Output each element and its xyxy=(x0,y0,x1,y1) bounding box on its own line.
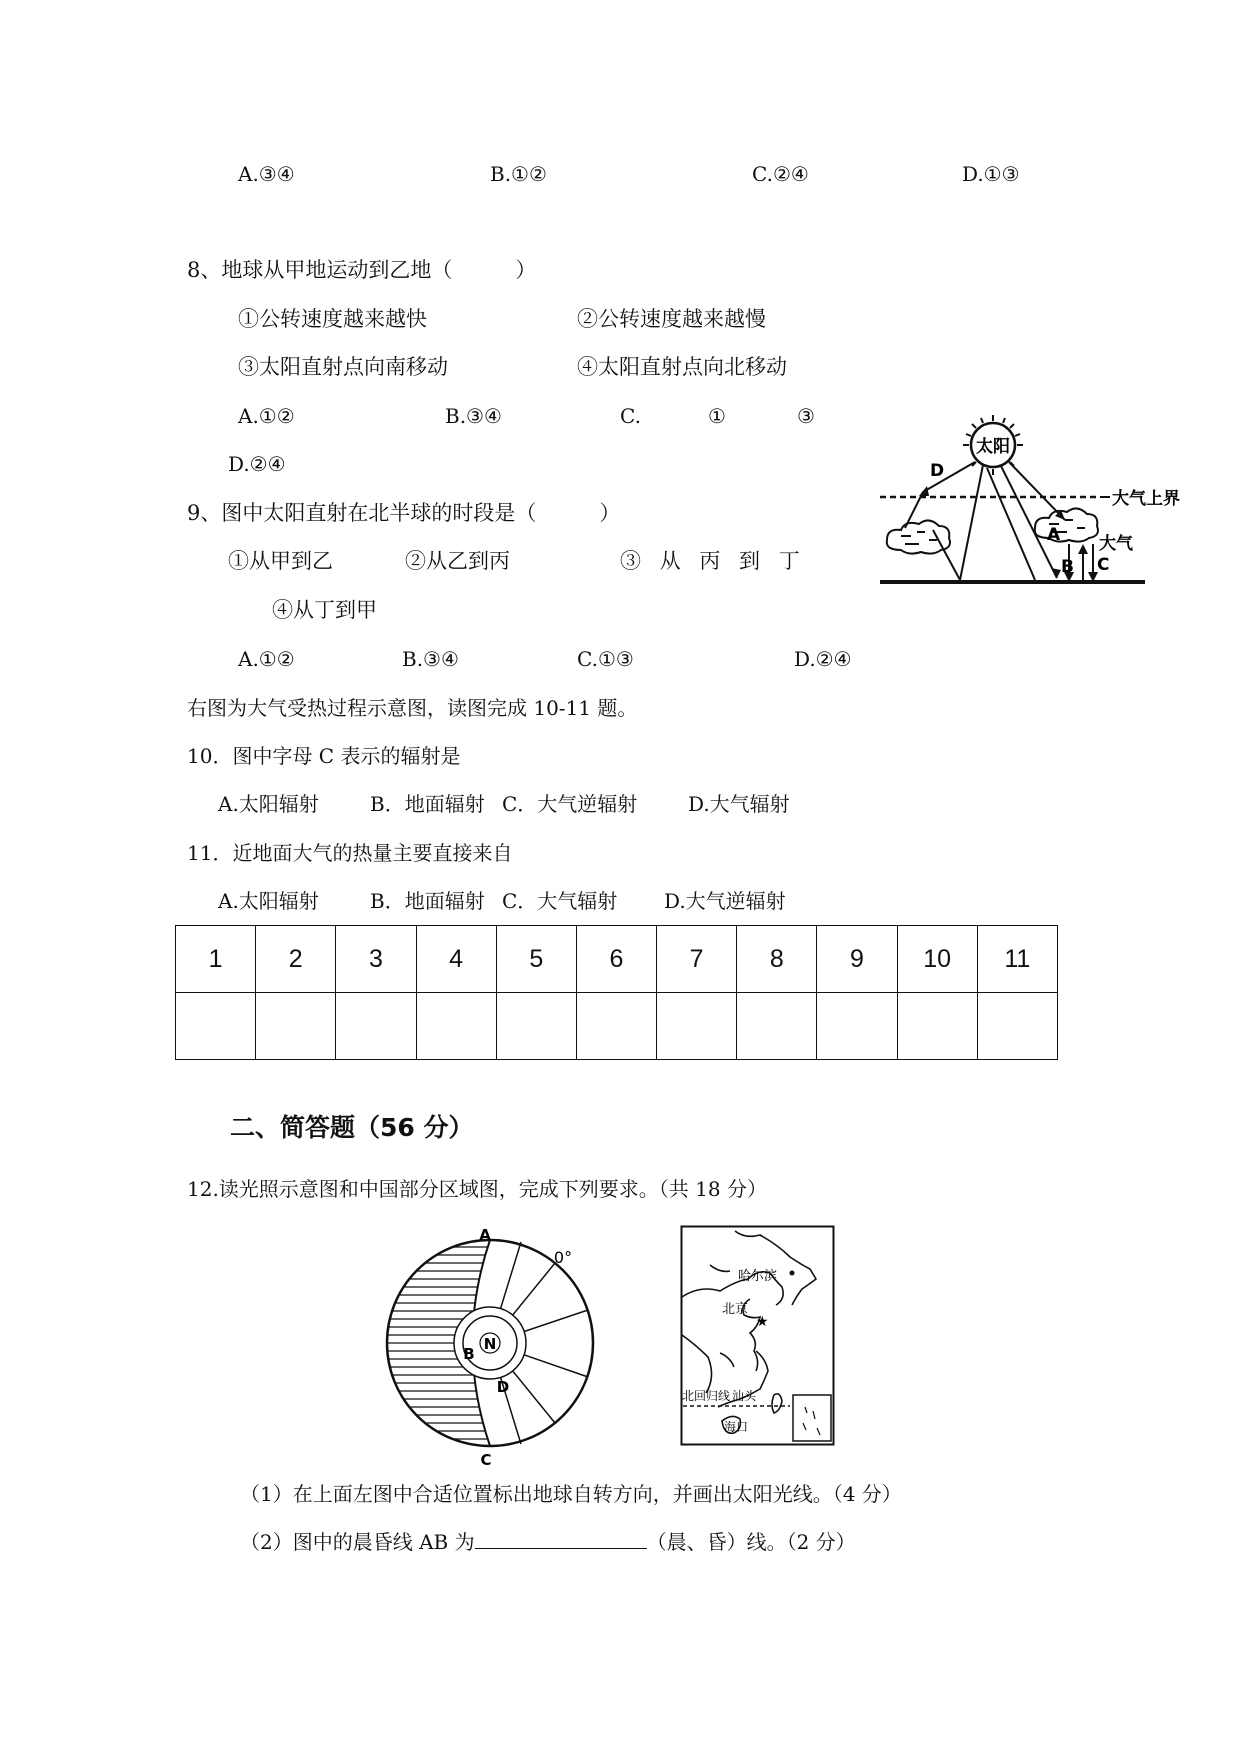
section2-title: 二、简答题（56 分） xyxy=(230,1113,474,1142)
point-label-c: C xyxy=(480,1451,492,1469)
q7-option-d: D.①③ xyxy=(962,162,1020,186)
answer-cell-5[interactable] xyxy=(496,993,576,1060)
answer-header-11: 11 xyxy=(977,926,1057,993)
q11-option-c: C．大气辐射 xyxy=(502,889,618,913)
q9-option-c: C.①③ xyxy=(577,647,634,671)
ray-label-d: D xyxy=(930,461,945,481)
point-label-b: B xyxy=(463,1345,475,1363)
answer-cell-8[interactable] xyxy=(737,993,817,1060)
q9-stem: 9、图中太阳直射在北半球的时段是（ ） xyxy=(187,501,621,525)
polar-illumination-figure xyxy=(385,1225,615,1474)
city-label-harbin: 哈尔滨 xyxy=(738,1269,778,1284)
china-region-map xyxy=(680,1225,835,1451)
ray-label-b: B xyxy=(1061,557,1074,577)
city-label-beijing: 北京 xyxy=(722,1302,749,1317)
north-pole-label: N xyxy=(483,1335,497,1353)
q8-option-b: B.③④ xyxy=(445,404,502,428)
harbin-dot xyxy=(790,1271,795,1276)
q10-option-d: D.大气辐射 xyxy=(688,792,790,816)
atmosphere-top-label: 大气上界 xyxy=(1112,489,1180,509)
point-label-d: D xyxy=(496,1378,510,1396)
q11-option-b: B．地面辐射 xyxy=(370,889,485,913)
answer-table-header-row xyxy=(176,926,1058,993)
q12-sub2-blank[interactable] xyxy=(475,1528,647,1549)
answer-cell-3[interactable] xyxy=(336,993,416,1060)
tropic-label: 北回归线 xyxy=(682,1389,731,1403)
q8-stem: 8、地球从甲地运动到乙地（ ） xyxy=(187,258,537,282)
q8-item-4: ④太阳直射点向北移动 xyxy=(577,355,787,379)
q8-item-2: ②公转速度越来越慢 xyxy=(577,307,766,331)
q8-option-d: D.②④ xyxy=(228,452,286,476)
q7-option-a: A.③④ xyxy=(238,162,295,186)
q8-option-a: A.①② xyxy=(238,404,295,428)
q11-option-d: D.大气逆辐射 xyxy=(664,889,786,913)
intro-10-11: 右图为大气受热过程示意图，读图完成 10-11 题。 xyxy=(187,696,638,720)
meridian-label-0: 0° xyxy=(553,1248,573,1267)
q8-item-3: ③太阳直射点向南移动 xyxy=(238,355,448,379)
q9-option-d: D.②④ xyxy=(794,647,852,671)
answer-header-10: 10 xyxy=(897,926,977,993)
answer-cell-7[interactable] xyxy=(657,993,737,1060)
answer-header-5: 5 xyxy=(496,926,576,993)
q7-option-b: B.①② xyxy=(490,162,547,186)
answer-cell-1[interactable] xyxy=(176,993,256,1060)
answer-header-3: 3 xyxy=(336,926,416,993)
cloud-left-icon xyxy=(887,520,950,553)
q8-option-c-part1: ① xyxy=(708,404,726,428)
q10-stem: 10．图中字母 C 表示的辐射是 xyxy=(187,744,461,768)
q9-item-2: ②从乙到丙 xyxy=(405,549,510,573)
answer-table-input-row xyxy=(176,993,1058,1060)
point-label-a: A xyxy=(479,1226,491,1244)
answer-cell-2[interactable] xyxy=(256,993,336,1060)
q12-sub2-after: （晨、昏）线。（2 分） xyxy=(646,1530,856,1554)
answer-header-1: 1 xyxy=(176,926,256,993)
answer-header-9: 9 xyxy=(817,926,897,993)
q7-option-c: C.②④ xyxy=(752,162,809,186)
answer-cell-4[interactable] xyxy=(416,993,496,1060)
answer-header-2: 2 xyxy=(256,926,336,993)
q9-option-a: A.①② xyxy=(238,647,295,671)
sun-label: 太阳 xyxy=(976,437,1010,457)
q8-option-c-part2: ③ xyxy=(797,404,815,428)
q10-option-a: A.太阳辐射 xyxy=(218,792,319,816)
q9-item-1: ①从甲到乙 xyxy=(228,549,333,573)
cloud-right-icon xyxy=(1035,508,1098,541)
atmosphere-heating-figure xyxy=(875,410,1185,599)
answer-table xyxy=(175,925,1058,1060)
q8-option-c: C. xyxy=(620,404,641,428)
q10-option-c: C．大气逆辐射 xyxy=(502,792,638,816)
answer-cell-11[interactable] xyxy=(977,993,1057,1060)
q8-item-1: ①公转速度越来越快 xyxy=(238,307,427,331)
q11-stem: 11．近地面大气的热量主要直接来自 xyxy=(187,841,513,865)
answer-cell-9[interactable] xyxy=(817,993,897,1060)
beijing-star-icon: ★ xyxy=(756,1314,769,1330)
q9-option-b: B.③④ xyxy=(402,647,459,671)
answer-header-4: 4 xyxy=(416,926,496,993)
q11-option-a: A.太阳辐射 xyxy=(218,889,319,913)
answer-header-6: 6 xyxy=(576,926,656,993)
q12-sub1: （1）在上面左图中合适位置标出地球自转方向，并画出太阳光线。（4 分） xyxy=(240,1482,902,1506)
answer-cell-10[interactable] xyxy=(897,993,977,1060)
atmosphere-label: 大气 xyxy=(1099,534,1133,554)
ray-label-c: C xyxy=(1097,555,1110,575)
answer-header-7: 7 xyxy=(657,926,737,993)
city-label-haikou: 海口 xyxy=(724,1420,749,1434)
q10-option-b: B．地面辐射 xyxy=(370,792,485,816)
q9-item-4: ④从丁到甲 xyxy=(272,598,377,622)
q12-sub2-before: （2）图中的晨昏线 AB 为 xyxy=(240,1530,475,1554)
q9-item-3: ③ 从 丙 到 丁 xyxy=(620,549,806,573)
answer-cell-6[interactable] xyxy=(576,993,656,1060)
city-label-shantou: 汕头 xyxy=(732,1389,757,1403)
q12-sub2 xyxy=(240,1528,856,1556)
q12-stem: 12.读光照示意图和中国部分区域图，完成下列要求。（共 18 分） xyxy=(187,1177,767,1201)
ray-label-a: A xyxy=(1047,525,1061,545)
answer-header-8: 8 xyxy=(737,926,817,993)
